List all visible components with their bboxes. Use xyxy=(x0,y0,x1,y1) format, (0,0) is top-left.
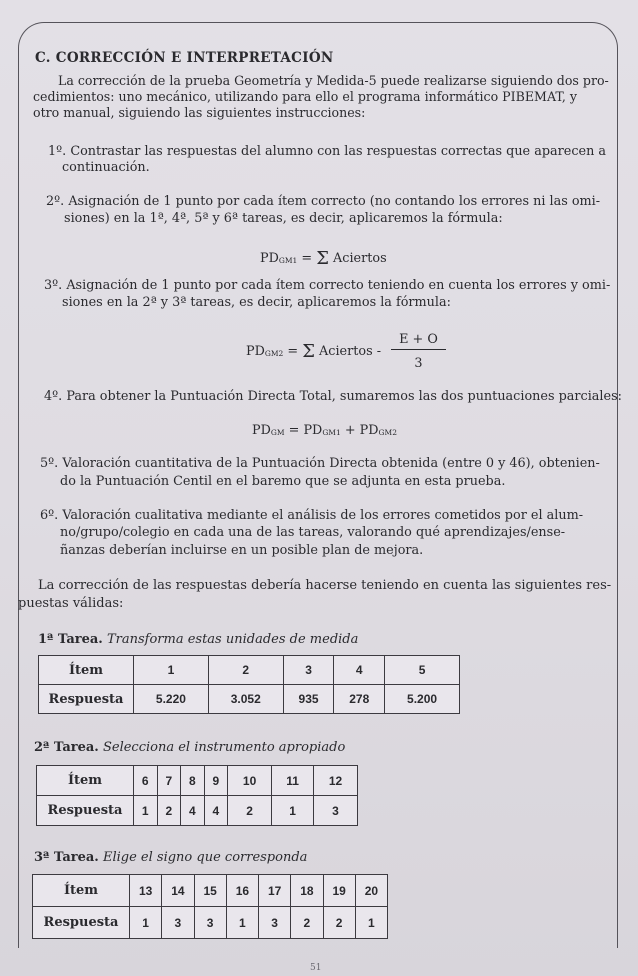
answer-cell: 278 xyxy=(334,685,385,714)
step-number: 5º. xyxy=(40,456,59,471)
step-4 xyxy=(44,388,622,405)
step-text: Contrastar las respuestas del alumno con las respuestas correctas que aparecen a xyxy=(70,144,607,159)
formula-pd2: PD xyxy=(359,423,379,438)
item-row xyxy=(37,766,358,796)
formula-pd-gm xyxy=(252,423,397,438)
answer-cell: 4 xyxy=(204,796,228,826)
intro-line-2: cedimientos: uno mecánico, utilizando para ello el programa informático PIBEMAT, y xyxy=(33,89,578,104)
step-number: 1º. xyxy=(48,144,67,159)
task-1-title xyxy=(38,632,358,647)
task-3-title xyxy=(34,850,307,865)
answer-cell: 1 xyxy=(134,796,158,826)
formula-equals: = xyxy=(301,251,313,266)
task-name: Selecciona el instrumento apropiado xyxy=(102,740,346,755)
task-name: Transforma estas unidades de medida xyxy=(106,632,359,647)
task-1-table xyxy=(38,655,460,714)
formula-subscript: GM2 xyxy=(264,349,284,358)
item-cell: 20 xyxy=(355,875,387,907)
step-text: Para obtener la Puntuación Directa Total, sumaremos las dos puntuaciones parciales: xyxy=(66,389,622,404)
task-2-table xyxy=(36,765,358,826)
step-5 xyxy=(40,455,600,472)
answer-cell: 2 xyxy=(291,907,323,939)
answer-row xyxy=(39,685,460,714)
formula-subscript-2: GM2 xyxy=(378,428,397,437)
formula-equals: = xyxy=(287,344,299,359)
step-1-line-2: continuación. xyxy=(62,160,150,175)
task-label: 1ª Tarea. xyxy=(38,632,103,647)
item-row xyxy=(39,656,460,685)
closing-line-1: La corrección de las respuestas debería hacerse teniendo en cuenta las siguientes res- xyxy=(38,578,612,593)
step-number: 4º. xyxy=(44,389,63,404)
formula-plus: + xyxy=(344,423,356,438)
item-cell: 15 xyxy=(194,875,226,907)
item-cell: 4 xyxy=(334,656,385,685)
formula-term: Aciertos xyxy=(319,344,373,359)
formula-pd-gm1 xyxy=(260,248,387,269)
answer-cell: 3 xyxy=(259,907,291,939)
item-header: Ítem xyxy=(33,875,130,907)
item-cell: 7 xyxy=(157,766,181,796)
answer-cell: 935 xyxy=(283,685,334,714)
task-2-title xyxy=(34,740,345,755)
step-5-line-2: do la Puntuación Centil en el baremo que se adjunta en esta prueba. xyxy=(60,474,506,489)
formula-term: Aciertos xyxy=(333,251,387,266)
answer-cell: 1 xyxy=(355,907,387,939)
section-heading: C. CORRECCIÓN E INTERPRETACIÓN xyxy=(35,50,334,66)
step-2 xyxy=(46,193,600,210)
answer-cell: 3.052 xyxy=(208,685,283,714)
formula-minus: - xyxy=(376,344,382,359)
intro-line-3: otro manual, siguiendo las siguientes instrucciones: xyxy=(33,105,366,120)
step-text: Asignación de 1 punto por cada ítem correcto (no contando los errores ni las omi- xyxy=(68,194,601,209)
step-3 xyxy=(44,277,610,294)
step-3-line-2: siones en la 2ª y 3ª tareas, es decir, aplicaremos la fórmula: xyxy=(62,295,451,310)
item-cell: 8 xyxy=(181,766,205,796)
formula-subscript: GM1 xyxy=(278,256,298,265)
answer-header: Respuesta xyxy=(39,685,134,714)
intro-line-1: La corrección de la prueba Geometría y Medida-5 puede realizarse siguiendo dos pro- xyxy=(58,73,609,88)
item-row xyxy=(33,875,388,907)
task-3-table xyxy=(32,874,388,939)
item-cell: 13 xyxy=(130,875,162,907)
answer-cell: 1 xyxy=(130,907,162,939)
fraction-numerator: E + O xyxy=(391,332,446,350)
item-cell: 17 xyxy=(259,875,291,907)
answer-cell: 4 xyxy=(181,796,205,826)
answer-header: Respuesta xyxy=(37,796,134,826)
formula-pd-gm2 xyxy=(246,332,446,371)
answer-header: Respuesta xyxy=(33,907,130,939)
answer-cell: 2 xyxy=(157,796,181,826)
item-cell: 2 xyxy=(208,656,283,685)
item-cell: 1 xyxy=(134,656,209,685)
formula-pd: PD xyxy=(252,423,271,438)
step-text: Valoración cualitativa mediante el análisis de los errores cometidos por el alum- xyxy=(62,508,584,523)
answer-cell: 5.200 xyxy=(385,685,460,714)
step-1 xyxy=(48,143,606,160)
step-text: Asignación de 1 punto por cada ítem correcto teniendo en cuenta los errores y omi- xyxy=(66,278,611,293)
page-number: 51 xyxy=(310,963,322,973)
answer-cell: 1 xyxy=(226,907,258,939)
task-name: Elige el signo que corresponda xyxy=(102,850,308,865)
sigma-symbol: Σ xyxy=(316,248,329,269)
formula-pd1: PD xyxy=(303,423,323,438)
item-cell: 18 xyxy=(291,875,323,907)
fraction-denominator: 3 xyxy=(414,356,423,371)
answer-cell: 3 xyxy=(162,907,194,939)
item-cell: 9 xyxy=(204,766,228,796)
task-label: 2ª Tarea. xyxy=(34,740,99,755)
step-number: 2º. xyxy=(46,194,65,209)
answer-cell: 3 xyxy=(313,796,357,826)
task-label: 3ª Tarea. xyxy=(34,850,99,865)
answer-cell: 3 xyxy=(194,907,226,939)
answer-cell: 5.220 xyxy=(134,685,209,714)
step-6 xyxy=(40,507,583,524)
item-cell: 14 xyxy=(162,875,194,907)
answer-row xyxy=(37,796,358,826)
item-cell: 12 xyxy=(313,766,357,796)
answer-cell: 2 xyxy=(323,907,355,939)
step-6-line-3: ñanzas deberían incluirse en un posible plan de mejora. xyxy=(60,543,424,558)
item-header: Ítem xyxy=(37,766,134,796)
step-number: 6º. xyxy=(40,508,59,523)
answer-cell: 1 xyxy=(272,796,314,826)
formula-subscript: GM xyxy=(270,428,285,437)
answer-row xyxy=(33,907,388,939)
formula-equals: = xyxy=(288,423,300,438)
step-2-line-2: siones) en la 1ª, 4ª, 5ª y 6ª tareas, es decir, aplicaremos la fórmula: xyxy=(64,211,503,226)
item-header: Ítem xyxy=(39,656,134,685)
item-cell: 5 xyxy=(385,656,460,685)
step-number: 3º. xyxy=(44,278,63,293)
formula-subscript-1: GM1 xyxy=(322,428,341,437)
step-text: Valoración cuantitativa de la Puntuación Directa obtenida (entre 0 y 46), obtenien- xyxy=(62,456,600,471)
item-cell: 16 xyxy=(226,875,258,907)
answer-cell: 2 xyxy=(228,796,272,826)
formula-pd: PD xyxy=(260,251,279,266)
item-cell: 6 xyxy=(134,766,158,796)
sigma-symbol: Σ xyxy=(302,341,315,362)
item-cell: 3 xyxy=(283,656,334,685)
closing-line-2: puestas válidas: xyxy=(18,596,124,611)
item-cell: 10 xyxy=(228,766,272,796)
item-cell: 19 xyxy=(323,875,355,907)
item-cell: 11 xyxy=(272,766,314,796)
fraction xyxy=(391,332,446,371)
formula-pd: PD xyxy=(246,344,265,359)
step-6-line-2: no/grupo/colegio en cada una de las tareas, valorando qué aprendizajes/ense- xyxy=(60,525,566,540)
